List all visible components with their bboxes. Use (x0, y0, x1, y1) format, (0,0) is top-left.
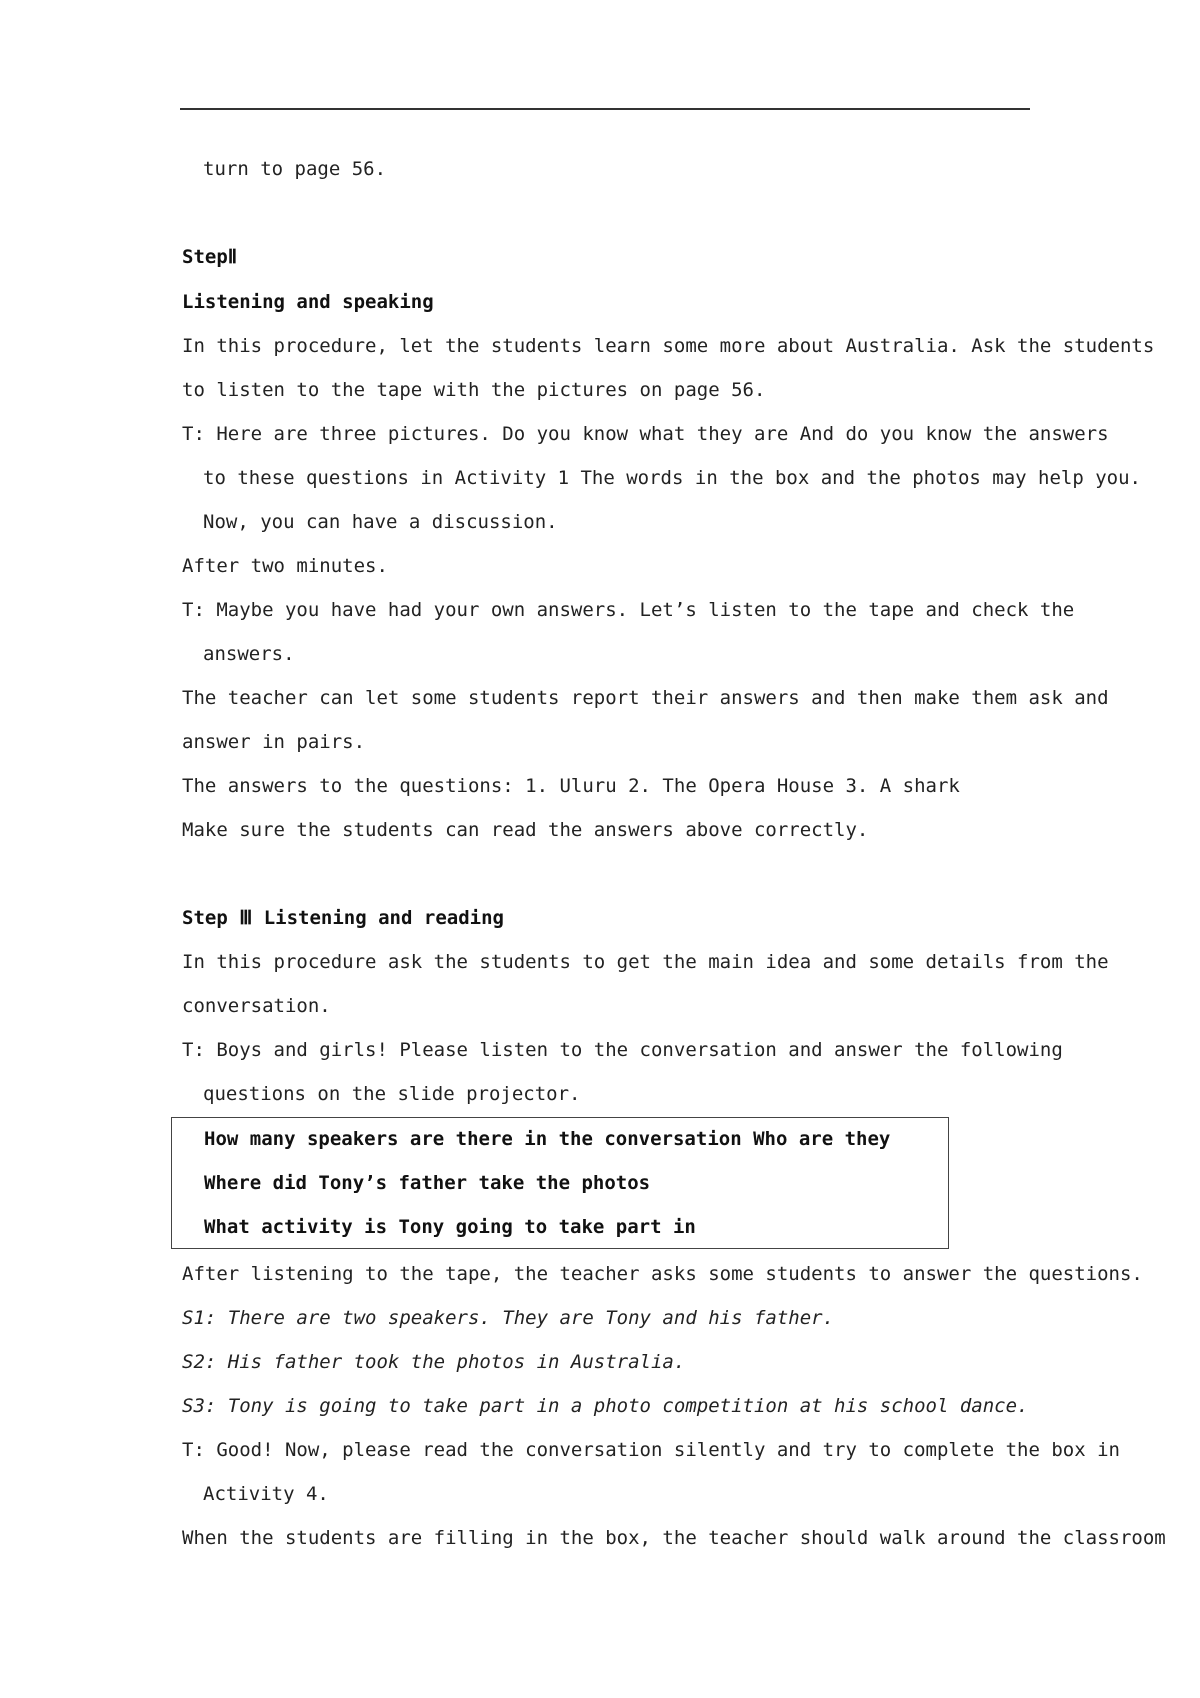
student-answer: S3: Tony is going to take part in a photo competition at his school dance. (182, 1395, 1029, 1417)
teacher-line: to these questions in Activity 1 The words in the box and the photos may help you. (203, 467, 1141, 489)
student-answer: S2: His father took the photos in Australia. (182, 1351, 686, 1373)
questions-box (171, 1117, 949, 1249)
step2-paragraph-line: In this procedure, let the students learn some more about Australia. Ask the students (182, 335, 1155, 357)
teacher-line: answers. (203, 643, 295, 665)
step2-paragraph-line: to listen to the tape with the pictures on page 56. (182, 379, 766, 401)
answers-line: The answers to the questions: 1. Uluru 2. The Opera House 3. A shark (182, 775, 960, 797)
make-sure-line: Make sure the students can read the answers above correctly. (182, 819, 869, 841)
report-line: answer in pairs. (182, 731, 366, 753)
teacher-line: T: Boys and girls! Please listen to the conversation and answer the following (182, 1039, 1063, 1061)
teacher-line: T: Good! Now, please read the conversation silently and try to complete the box in (182, 1439, 1120, 1461)
after-listening-line: After listening to the tape, the teacher asks some students to answer the questions. (182, 1263, 1143, 1285)
teacher-line: T: Maybe you have had your own answers. Let’s listen to the tape and check the (182, 599, 1075, 621)
header-rule (180, 108, 1030, 110)
step3-paragraph-line: In this procedure ask the students to get the main idea and some details from the (182, 951, 1109, 973)
question-item: Where did Tony’s father take the photos (204, 1172, 651, 1194)
after-two-minutes: After two minutes. (182, 555, 388, 577)
last-line: When the students are filling in the box, the teacher should walk around the classroom (182, 1527, 1166, 1549)
step3-heading: Step Ⅲ Listening and reading (182, 907, 504, 929)
teacher-line: questions on the slide projector. (203, 1083, 581, 1105)
step2-subheading: Listening and speaking (182, 291, 434, 313)
teacher-line: Now, you can have a discussion. (203, 511, 558, 533)
teacher-line: T: Here are three pictures. Do you know what they are And do you know the answers (182, 423, 1109, 445)
continuation-text: turn to page 56. (203, 158, 387, 180)
question-item: How many speakers are there in the conversation Who are they (204, 1128, 891, 1150)
student-answer: S1: There are two speakers. They are Tony and his father. (182, 1307, 835, 1329)
question-item: What activity is Tony going to take part in (204, 1216, 696, 1238)
step3-paragraph-line: conversation. (182, 995, 331, 1017)
report-line: The teacher can let some students report their answers and then make them ask and (182, 687, 1109, 709)
teacher-line: Activity 4. (203, 1483, 329, 1505)
step2-heading: StepⅡ (182, 246, 238, 268)
